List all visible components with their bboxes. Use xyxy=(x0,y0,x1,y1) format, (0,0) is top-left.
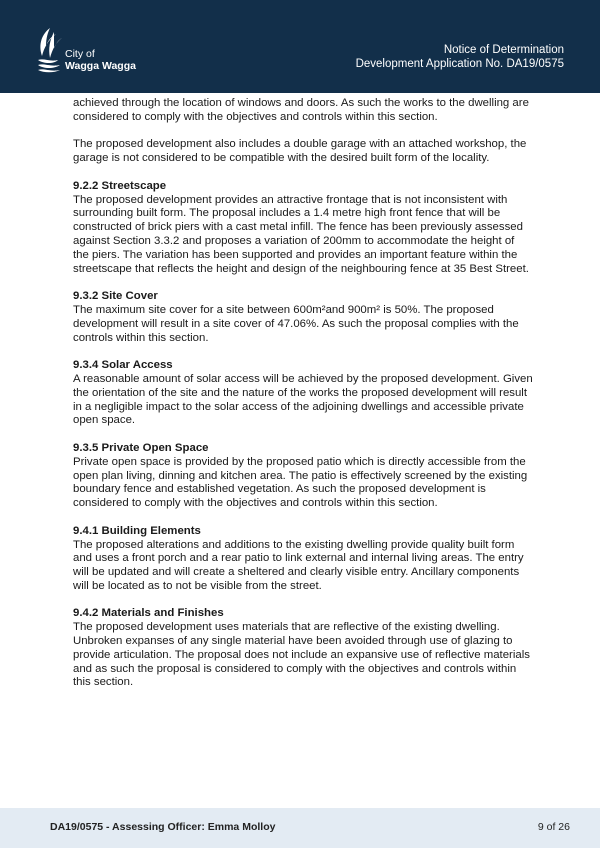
section-text: The proposed development uses materials that are reflective of the existing dwelling. Unbroken expanses of any single material have been avoided through use of glazing to provide articulation. The proposal does not include an expansive use of reflective materials and as such the proposal is considered to comply with the objectives and controls within this section. xyxy=(73,621,530,689)
section-heading: 9.3.4 Solar Access xyxy=(73,359,173,372)
section-heading: 9.4.2 Materials and Finishes xyxy=(73,607,224,620)
page-header xyxy=(0,0,600,93)
page-footer xyxy=(0,808,600,848)
section-heading: 9.2.2 Streetscape xyxy=(73,179,167,192)
section-heading: 9.4.1 Building Elements xyxy=(73,524,201,537)
footer-officer: DA19/0575 - Assessing Officer: Emma Molloy xyxy=(50,821,276,833)
section-heading: 9.3.5 Private Open Space xyxy=(73,441,209,454)
section-heading: 9.3.2 Site Cover xyxy=(73,290,158,303)
notice-title: Notice of Determination xyxy=(443,44,564,56)
page-number: 9 of 26 xyxy=(537,821,570,833)
crow-logo-icon xyxy=(36,26,66,74)
section-text: The proposed development provides an attractive frontage that is not inconsistent with surrounding built form. The proposal includes a 1.4 metre high front fence that will be constructed of brick piers with a cast metal infill. The fence has been previously assessed against Section 3.3.2 and proposes a variation of 200mm to accommodate the height of the piers. The variation has been supported and provides an important feature within the streetscape that reflects the height and design of the neighbouring fence at 35 Best Street. xyxy=(73,193,529,275)
council-logo xyxy=(36,24,146,76)
logo-line-1: City of xyxy=(65,48,95,60)
section-text: Private open space is provided by the proposed patio which is directly accessible from the open plan living, dinning and kitchen area. The patio is effectively screened by the existing boundary fence and established vegetation. As such the proposed development is considered to comply with the objectives and controls within this section. xyxy=(73,455,528,510)
logo-line-2: Wagga Wagga xyxy=(65,60,136,72)
document-title xyxy=(356,43,564,71)
paragraph: achieved through the location of windows and doors. As such the works to the dwelling are considered to comply with the objectives and controls within this section. xyxy=(73,97,529,123)
paragraph: The proposed development also includes a double garage with an attached workshop, the garage is not considered to be compatible with the desired built form of the locality. xyxy=(73,138,527,165)
application-number: Development Application No. DA19/0575 xyxy=(355,58,564,70)
section-text: The proposed alterations and additions to the existing dwelling provide quality built form and uses a front porch and a rear patio to link external and internal living areas. The entry will be updated and will create a sheltered and clearly visible entry. Ancillary components will be located as to not be visible from the street. xyxy=(73,538,524,592)
document-body xyxy=(73,97,533,704)
logo-text xyxy=(65,48,136,72)
section-text: A reasonable amount of solar access will be achieved by the proposed development. Given the orientation of the site and the nature of the works the proposed development will result in a negligible impact to the solar access of the adjoining dwellings and accessible private open space. xyxy=(73,372,533,427)
section-text: The maximum site cover for a site between 600m²and 900m² is 50%. The proposed development will result in a site cover of 47.06%. As such the proposal complies with the controls within this section. xyxy=(73,303,519,344)
